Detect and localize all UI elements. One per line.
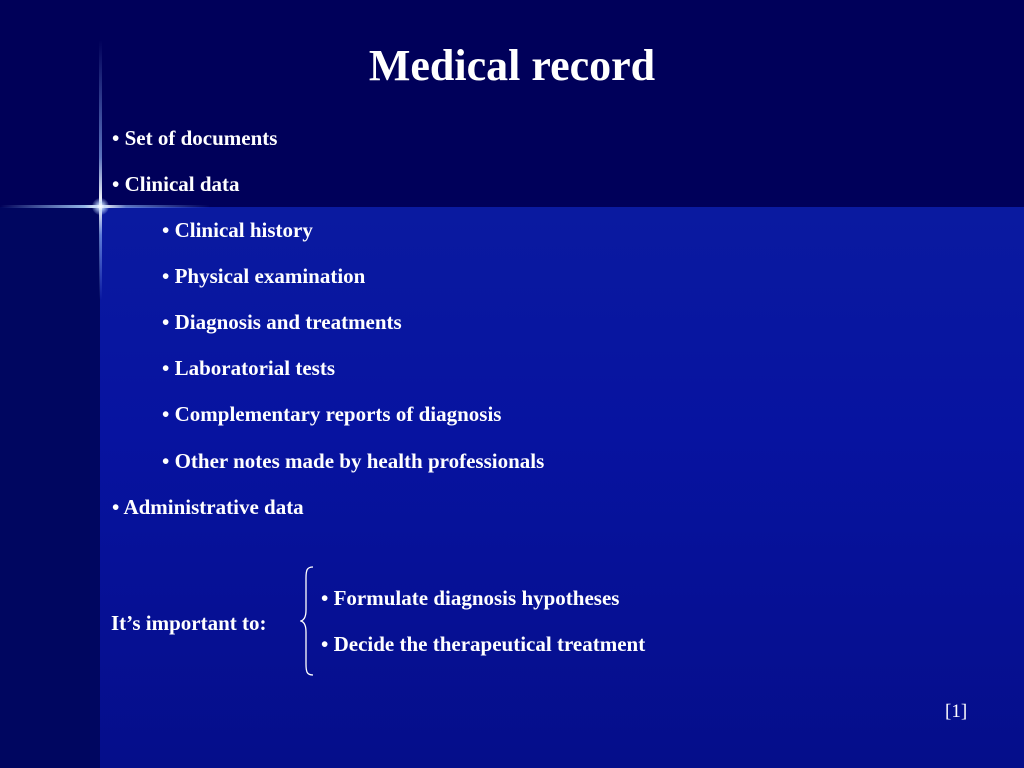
importance-label: It’s important to: [111, 611, 267, 635]
sub-bullet-physical-examination: • Physical examination [162, 264, 366, 288]
reference-citation: [1] [945, 701, 968, 722]
slide-title: Medical record [368, 41, 656, 90]
bullet-clinical-data: • Clinical data [112, 172, 240, 196]
sub-bullet-laboratorial-tests: • Laboratorial tests [162, 356, 335, 380]
sub-bullet-diagnosis-and-treatments: • Diagnosis and treatments [162, 310, 402, 334]
background-main-panel [100, 207, 1024, 768]
sub-bullet-clinical-history: • Clinical history [162, 218, 313, 242]
sub-bullet-other-notes: • Other notes made by health professionals [162, 449, 545, 473]
bullet-administrative-data: • Administrative data [112, 495, 304, 519]
importance-item-decide-treatment: • Decide the therapeutical treatment [321, 632, 646, 656]
curly-brace-icon [300, 566, 318, 676]
bullet-set-of-documents: • Set of documents [112, 126, 278, 150]
light-flare-star-icon [92, 198, 109, 215]
importance-item-formulate-diagnosis: • Formulate diagnosis hypotheses [321, 586, 620, 610]
background-corner-panel [0, 0, 100, 207]
sub-bullet-complementary-reports: • Complementary reports of diagnosis [162, 402, 502, 426]
